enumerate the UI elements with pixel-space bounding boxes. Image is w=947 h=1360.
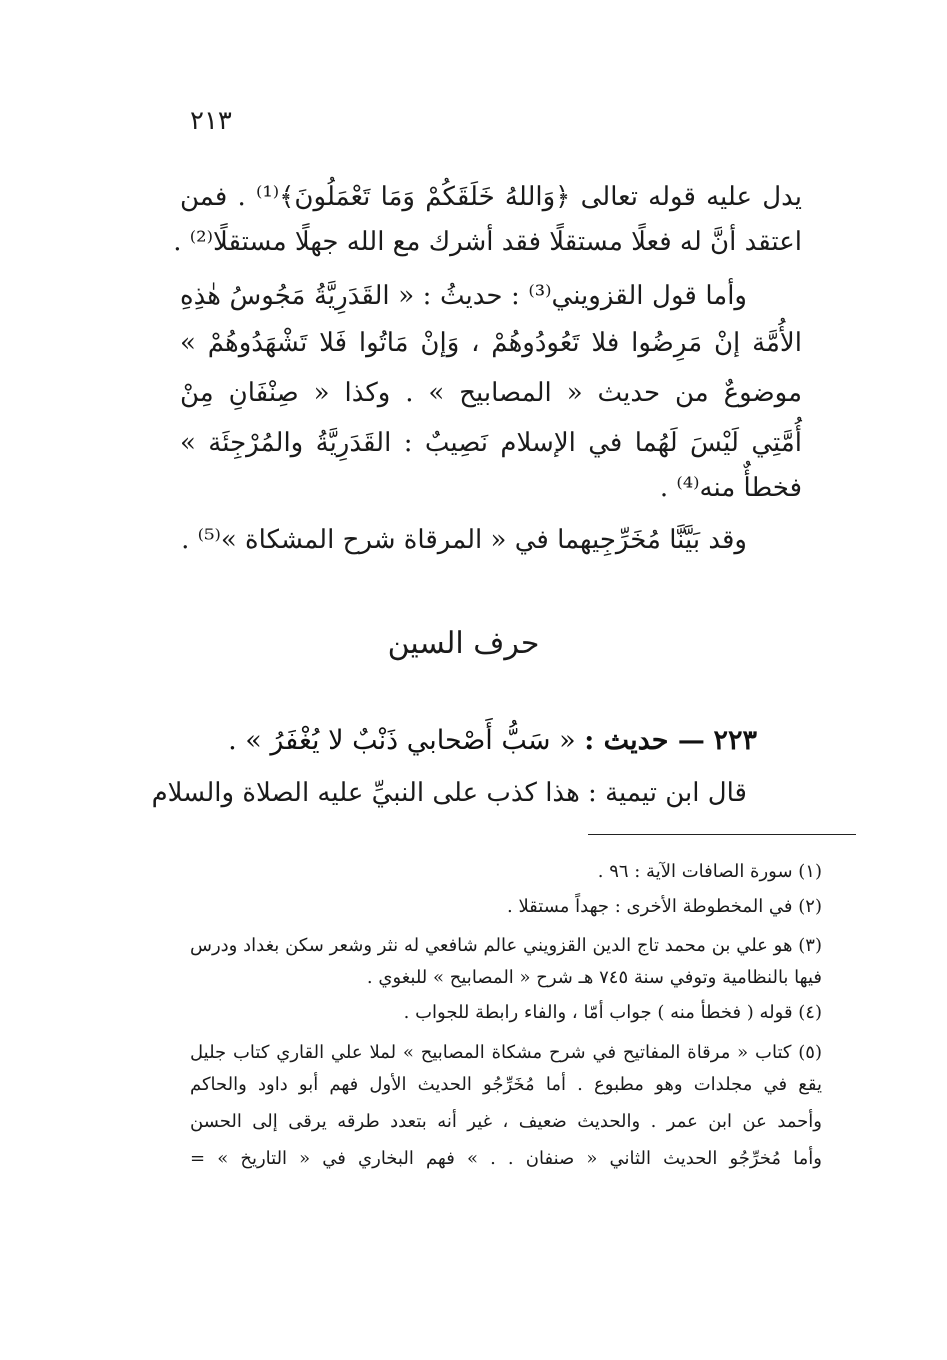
body-line-7: فخطأٌ منه⁽⁴⁾ . xyxy=(659,473,802,503)
footnote-divider xyxy=(588,834,856,835)
hadith-number: ٢٢٣ xyxy=(713,725,757,756)
body-line-6: أُمَّتِي لَيْسَ لَهُما في الإسلام نَصِيبٌ : القَدَرِيَّةُ والمُرْجِئَة » xyxy=(180,428,802,458)
body-line-8: وقد بَيَّنَّا مُخَرِّجِيهما في « المرقاة شرح المشكاة »⁽⁵⁾ . xyxy=(181,525,747,555)
footnote-5-line-2: يقع في مجلدات وهو مطبوع . أما مُخَرِّجُو الحديث الأول فهم أبو داود والحاكم xyxy=(190,1074,822,1095)
body-line-5: موضوعٌ من حديث « المصابيح » . وكذا « صِنْفَانِ مِنْ xyxy=(180,378,802,408)
hadith-text: « سَبُّ أَصْحابي ذَنْبٌ لا يُغْفَرُ » . xyxy=(228,725,576,756)
page-number: ٢١٣ xyxy=(190,106,232,136)
footnote-4: (٤) قوله ( فخطأ منه ) جواب أمّا ، والفاء رابطة للجواب . xyxy=(403,1002,822,1023)
footnote-3-line-2: فيها بالنظامية وتوفي سنة ٧٤٥ هـ شرح « المصابيح » للبغوي . xyxy=(366,967,822,988)
footnote-2: (٢) في المخطوطة الأخرى : جهداً مستقلا . xyxy=(507,896,822,917)
hadith-entry: ٢٢٣ — حديث : « سَبُّ أَصْحابي ذَنْبٌ لا يُغْفَرُ » . xyxy=(228,725,757,756)
section-heading: حرف السين xyxy=(387,626,540,661)
body-line-3: وأما قول القزويني⁽³⁾ : حديثُ : « القَدَرِيَّةُ مَجُوسُ هٰذِهِ xyxy=(180,281,747,311)
footnote-1: (١) سورة الصافات الآية : ٩٦ . xyxy=(597,861,822,882)
hadith-label: حديث : xyxy=(584,725,669,756)
body-line-2: اعتقد أنَّ له فعلًا مستقلًا فقد أشرك مع الله جهلًا مستقلًا⁽²⁾ . xyxy=(173,227,802,257)
body-line-4: الأُمَّة إنْ مَرِضُوا فلا تَعُودُوهُمْ ، وَإنْ مَاتُوا فَلا تَشْهَدُوهُمْ » xyxy=(180,328,802,358)
footnote-5-line-3: وأحمد عن ابن عمر . والحديث ضعيف ، غير أنه بتعدد طرقه يرقى إلى الحسن xyxy=(190,1111,822,1132)
footnote-3-line-1: (٣) هو علي بن محمد تاج الدين القزويني عالم شافعي له نثر وشعر سكن بغداد ودرس xyxy=(190,935,822,956)
footnote-5-line-4: وأما مُخرِّجُو الحديث الثاني « صنفان . . » فهم البخاري في « التاريخ » = xyxy=(190,1148,822,1169)
after-hadith-line: قال ابن تيمية : هذا كذب على النبيِّ عليه الصلاة والسلام xyxy=(151,778,747,808)
body-line-1: يدل عليه قوله تعالى ﴿وَاللهُ خَلَقَكُمْ وَمَا تَعْمَلُونَ﴾⁽¹⁾ . فمن xyxy=(180,182,802,212)
footnote-5-line-1: (٥) كتاب « مرقاة المفاتيح في شرح مشكاة المصابيح » لملا علي القاري كتاب جليل xyxy=(190,1042,822,1063)
